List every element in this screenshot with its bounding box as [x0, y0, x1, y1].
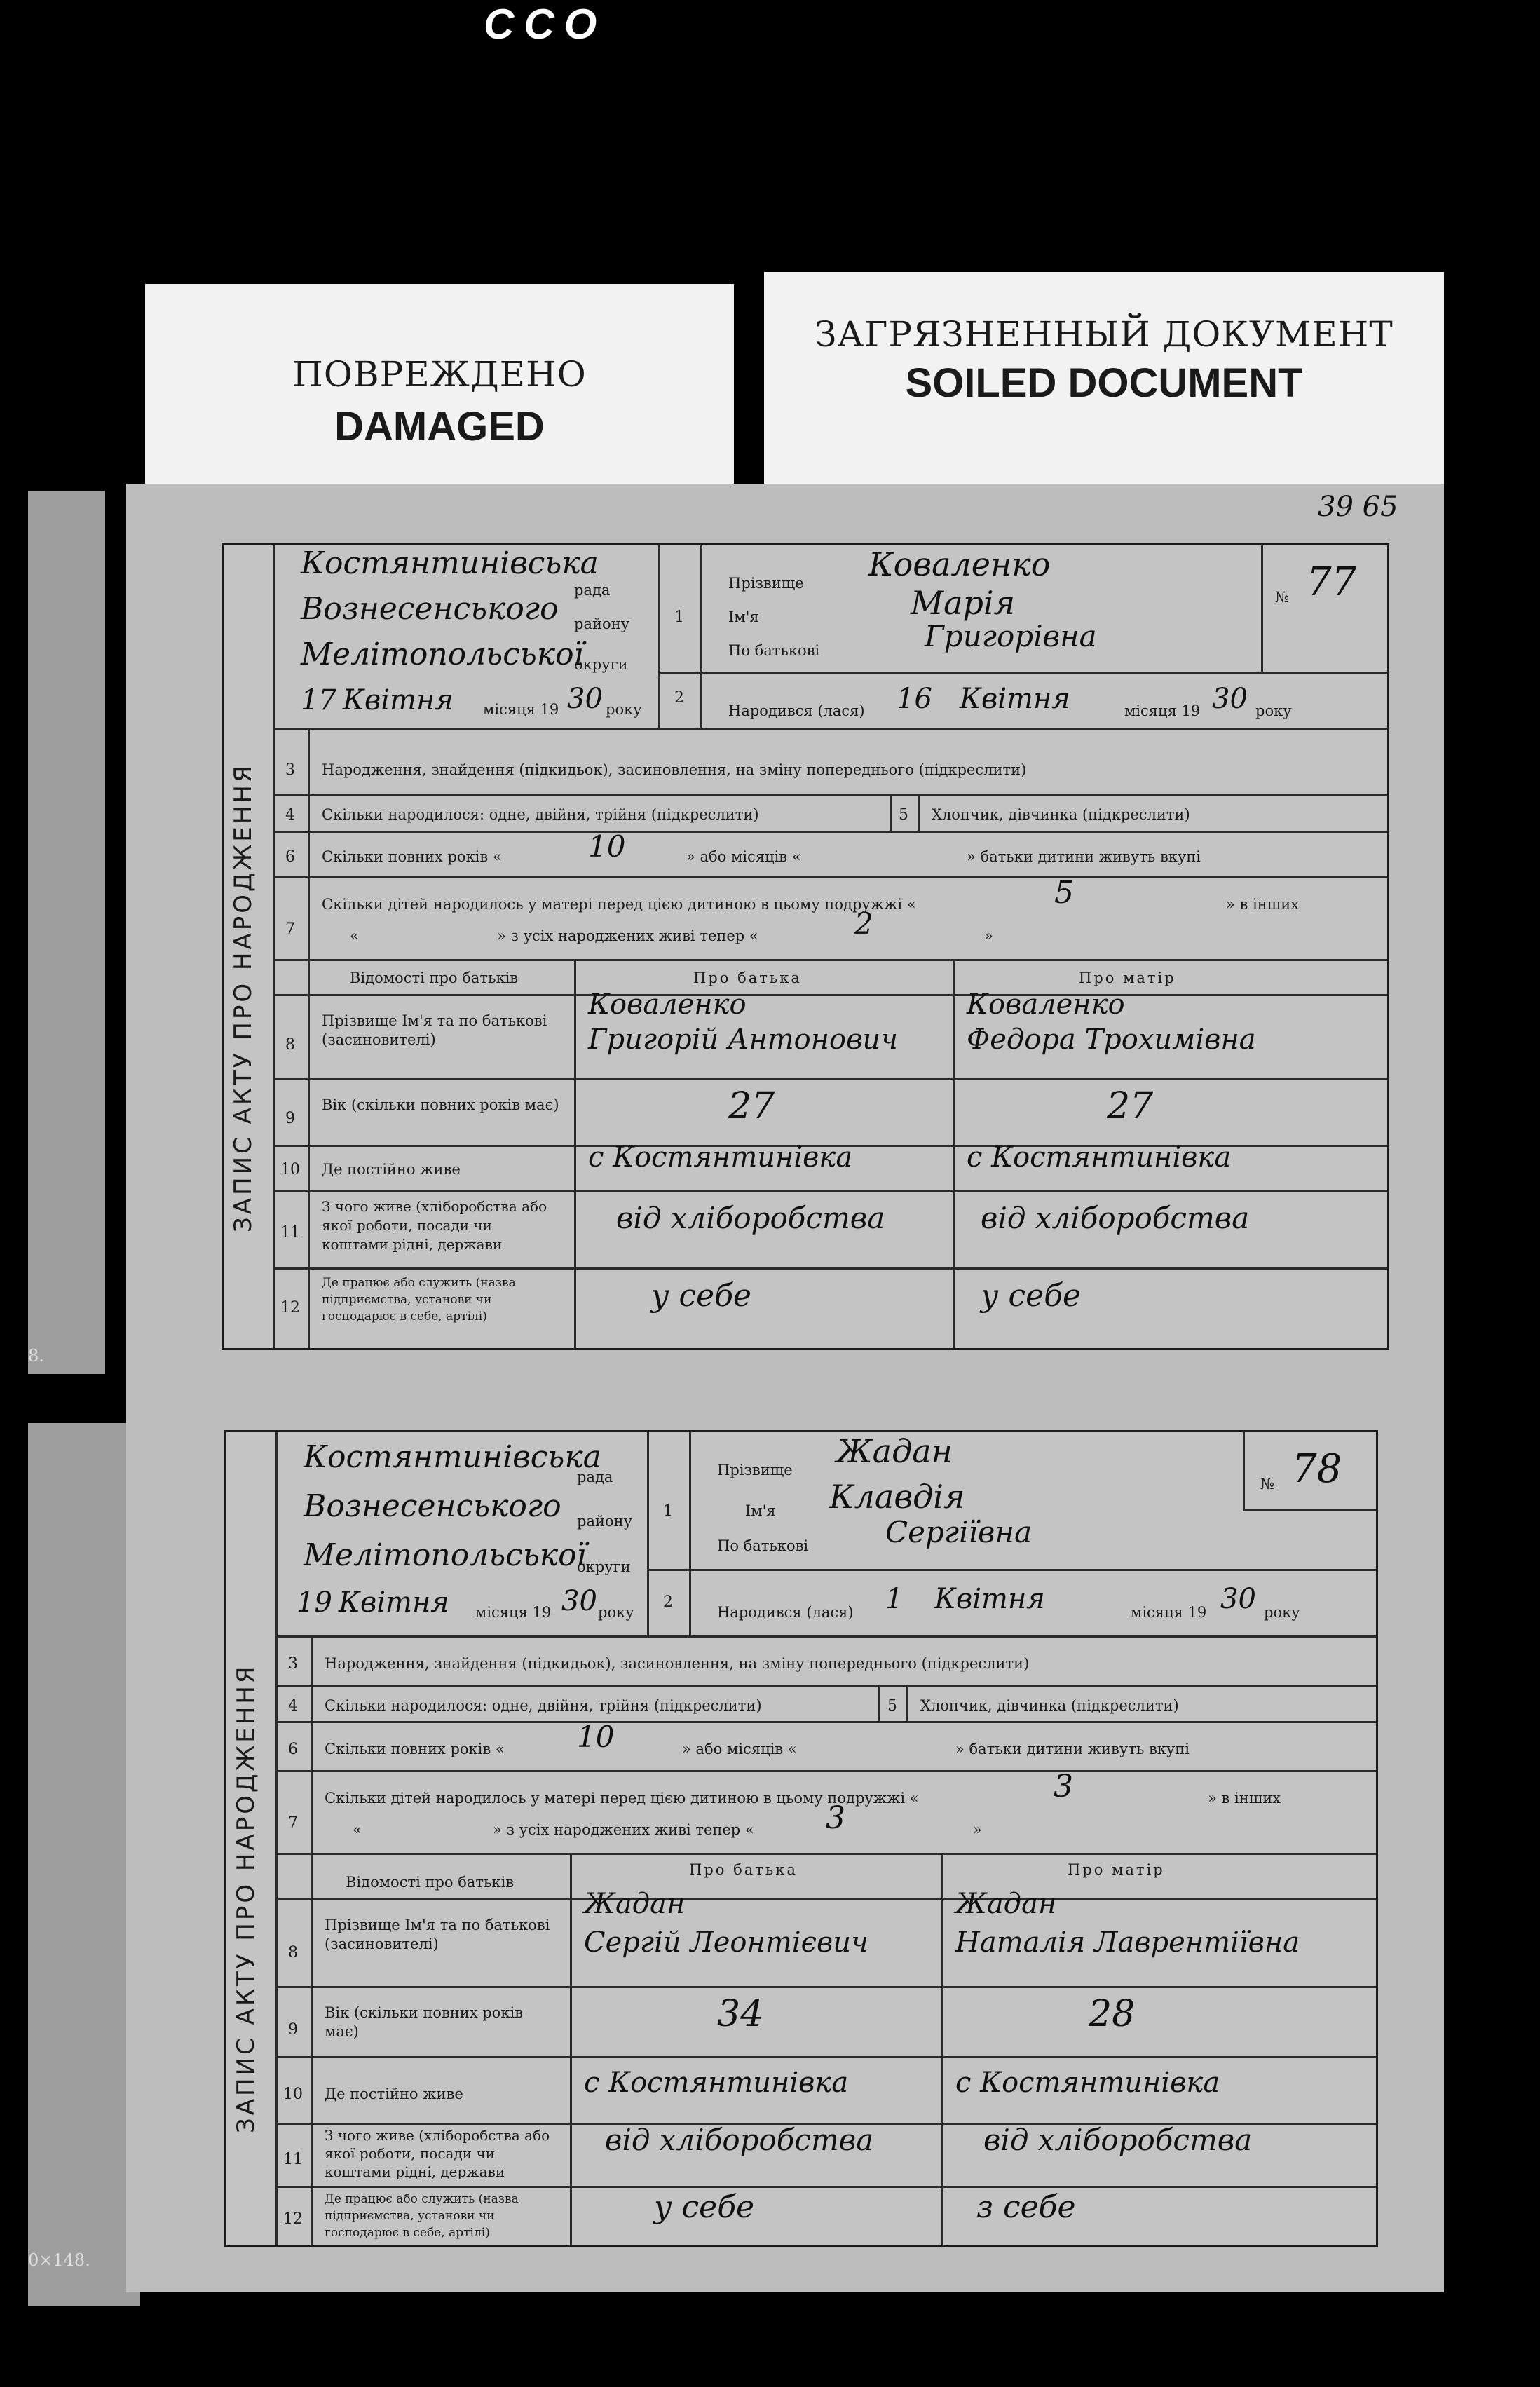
mother-surname: Коваленко: [967, 988, 1125, 1021]
mother-surname: Жадан: [955, 1888, 1057, 1920]
record-number: 77: [1307, 559, 1357, 605]
father-residence: с Костянтинівка: [588, 1141, 853, 1174]
born-year: 30: [1212, 683, 1248, 715]
soiled-label-en: SOILED DOCUMENT: [905, 360, 1303, 406]
row11-label: З чого живе (хліборобства або якої роботи, посади чи коштами рідні, держави: [325, 2127, 550, 2180]
record-side-title: ЗАПИС АКТУ ПРО НАРОДЖЕННЯ: [232, 1664, 260, 2133]
adjacent-page-strip: [28, 491, 105, 1374]
name-label: Ім'я: [728, 608, 759, 625]
record-side-title: ЗАПИС АКТУ ПРО НАРОДЖЕННЯ: [229, 763, 257, 1232]
reg-year: 30: [567, 683, 603, 715]
row6-text-a: Скільки повних років «: [322, 848, 502, 865]
council-suffix: рада: [574, 582, 611, 599]
row11-label: З чого живе (хліборобства або якої роботи, посади чи коштами рідні, держави: [322, 1198, 547, 1253]
row9-label: Вік (скільки повних років має): [322, 1096, 559, 1113]
father-header: Про батька: [693, 970, 802, 986]
name-value: Клавдія: [829, 1478, 965, 1516]
row3-text: Народження, знайдення (підкидьок), засиновлення, на зміну попереднього (підкреслити): [325, 1655, 1030, 1672]
father-age: 34: [717, 1993, 764, 2035]
number-label: №: [1260, 1476, 1274, 1492]
number-label: №: [1275, 589, 1289, 606]
council-suffix: рада: [577, 1469, 613, 1485]
row7-text-a: Скільки дітей народилось у матері перед цією дитиною в цьому подружжі «: [322, 896, 916, 913]
row4-text: Скільки народилося: одне, двійня, трійня (підкреслити): [325, 1697, 762, 1714]
council-value: Костянтинівська: [304, 1439, 601, 1475]
soiled-label-ru: ЗАГРЯЗНЕННЫЙ ДОКУМЕНТ: [815, 314, 1394, 355]
father-surname: Коваленко: [588, 988, 747, 1021]
row7-text-b: » в інших: [1226, 896, 1300, 913]
reg-month-word: місяця 19: [483, 701, 559, 718]
reg-day: 17: [301, 684, 336, 716]
record-number: 78: [1292, 1446, 1342, 1492]
row6-years: 10: [577, 1720, 615, 1754]
father-income: від хліборобства: [616, 1201, 885, 1235]
row7-count: 5: [1054, 875, 1074, 911]
margin-mark: 8.: [28, 1346, 44, 1366]
row5-text: Хлопчик, дівчинка (підкреслити): [932, 806, 1190, 823]
district-value: Вознесенського: [304, 1488, 561, 1524]
row4-text: Скільки народилося: одне, двійня, трійня (підкреслити): [322, 806, 759, 823]
okrug-value: Мелітопольської: [301, 637, 584, 672]
born-month-word: місяця 19: [1124, 702, 1201, 719]
surname-value: Жадан: [836, 1432, 953, 1470]
name-label: Ім'я: [745, 1502, 776, 1519]
mother-work: у себе: [981, 1278, 1082, 1314]
reg-year: 30: [561, 1585, 597, 1617]
row7-text-a: Скільки дітей народилось у матері перед цією дитиною в цьому подружжі «: [325, 1790, 919, 1807]
row7-text-d: » з усіх народжених живі тепер «: [493, 1821, 754, 1838]
born-day: 16: [897, 683, 932, 715]
okrug-value: Мелітопольської: [304, 1537, 587, 1573]
father-work: у себе: [654, 2189, 755, 2225]
mother-income: від хліборобства: [981, 1201, 1250, 1235]
district-value: Вознесенського: [301, 591, 559, 627]
born-month: Квітня: [960, 683, 1070, 715]
row6-text-c: » батьки дитини живуть вкупі: [955, 1741, 1190, 1757]
row7-count: 3: [1054, 1769, 1073, 1804]
row6-text-c: » батьки дитини живуть вкупі: [967, 848, 1201, 865]
mother-name: Федора Трохимівна: [967, 1024, 1256, 1056]
row7-text-e: »: [984, 927, 993, 944]
parents-header: Відомості про батьків: [346, 1874, 515, 1891]
row6-text-a: Скільки повних років «: [325, 1741, 505, 1757]
reg-month-word: місяця 19: [475, 1604, 552, 1621]
mother-residence: с Костянтинівка: [955, 2067, 1220, 2099]
row6-text-b: » або місяців «: [682, 1741, 797, 1757]
birth-record-card: ЗАПИС АКТУ ПРО НАРОДЖЕННЯ 1 2 Костянтинівська рада Вознесенського району Мелітопольської округи 17 Квітня місяця 19 30 року Прізвище Коваленко Ім'я Марія По батькові Григорівна № 77 Народився (лася) 16 Квітня місяця 19 30 року 3 Народження, знайдення (підкидьок), засиновлення, на зміну попереднього (підкреслити) 4 Скільки народилося: одне, двійня, трійня (підкреслити) 5 Хлопчик, дівчинка (підкреслити) 6 Скільки повних років « 10 » або місяців « » батьки дитини живуть вкупі 7 Скільки дітей народилось у матері перед цією дитиною в цьому подружжі « 5 » в інших « » з усіх народжених живі тепер « 2 » Відомості про батьків Про батька Про матір 8 Прізвище Ім'я та по батькові (засиновителі) Коваленко Григорій Антонович Коваленко Федора Трохимівна 9 Вік (скільки повних років має) 27 27 10 Де постійно живе с Костянтинівка с Костянтинівка 11 З чого живе (хліборобства або якої роботи, посади чи коштами рідні, держави від хліборобства від хліборобства 12 Де працює або служить (назва підприємства, установи чи господарює в себе, артілі) у себе у себе: [222, 543, 1389, 1350]
patronymic-value: Григорівна: [925, 619, 1097, 653]
row12-label: Де працює або служить (назва підприємства, установи чи господарює в себе, артілі): [325, 2192, 519, 2240]
mother-age: 27: [1107, 1085, 1154, 1127]
row12-label: Де працює або служить (назва підприємства, установи чи господарює в себе, артілі): [322, 1276, 516, 1324]
damaged-label: [145, 284, 734, 494]
district-suffix: району: [577, 1513, 632, 1530]
mother-residence: с Костянтинівка: [967, 1141, 1232, 1174]
reg-day: 19: [297, 1586, 332, 1619]
born-day: 1: [885, 1583, 904, 1615]
row8-label: Прізвище Ім'я та по батькові (засиновителі): [325, 1917, 550, 1952]
father-surname: Жадан: [584, 1888, 686, 1920]
margin-mark: 0×148.: [28, 2250, 90, 2270]
born-month-word: місяця 19: [1131, 1604, 1207, 1621]
damaged-label-en: DAMAGED: [334, 404, 545, 449]
born-month: Квітня: [934, 1583, 1045, 1615]
mother-name: Наталія Лаврентіївна: [955, 1926, 1300, 1959]
mother-header: Про матір: [1079, 970, 1176, 986]
mother-header: Про матір: [1068, 1861, 1165, 1878]
mother-income: від хліборобства: [983, 2123, 1253, 2157]
father-income: від хліборобства: [605, 2123, 874, 2157]
row7-text-b: » в інших: [1208, 1790, 1281, 1807]
mother-age: 28: [1089, 1993, 1136, 2035]
reg-month: Квітня: [339, 1586, 449, 1619]
name-value: Марія: [911, 584, 1016, 622]
reg-year-word: року: [598, 1604, 634, 1621]
patronymic-label: По батькові: [717, 1537, 809, 1554]
council-value: Костянтинівська: [301, 545, 599, 581]
okrug-suffix: округи: [574, 656, 628, 673]
okrug-suffix: округи: [577, 1558, 631, 1575]
row6-years: 10: [588, 829, 626, 864]
district-suffix: району: [574, 616, 629, 632]
patronymic-label: По батькові: [728, 642, 820, 659]
row7-text-e: »: [973, 1821, 982, 1838]
father-name: Сергій Леонтієвич: [584, 1926, 868, 1959]
father-age: 27: [728, 1085, 775, 1127]
row7-alive: 2: [854, 906, 873, 941]
father-residence: с Костянтинівка: [584, 2067, 849, 2099]
row7-text-d: » з усіх народжених живі тепер «: [497, 927, 758, 944]
row7-text-c: «: [350, 927, 359, 944]
reg-month: Квітня: [343, 684, 454, 716]
row7-alive: 3: [826, 1800, 845, 1836]
row10-label: Де постійно живе: [325, 2086, 463, 2102]
row3-text: Народження, знайдення (підкидьок), засиновлення, на зміну попереднього (підкреслити): [322, 761, 1027, 778]
born-year-word: року: [1264, 1604, 1300, 1621]
surname-label: Прізвище: [728, 575, 804, 592]
father-header: Про батька: [689, 1861, 798, 1878]
row9-label: Вік (скільки повних років має): [325, 2004, 524, 2040]
born-label: Народився (лася): [728, 702, 865, 719]
damaged-label-ru: ПОВРЕЖДЕНО: [292, 354, 587, 395]
father-work: у себе: [651, 1278, 752, 1314]
birth-record-card: ЗАПИС АКТУ ПРО НАРОДЖЕННЯ 1 2 Костянтинівська рада Вознесенського району Мелітопольської округи 19 Квітня місяця 19 30 року Прізвище Жадан Ім'я Клавдія По батькові Сергіївна № 78 Народився (лася) 1 Квітня місяця 19 30 року 3 Народження, знайдення (підкидьок), засиновлення, на зміну попереднього (підкреслити) 4 Скільки народилося: одне, двійня, трійня (підкреслити) 5 Хлопчик, дівчинка (підкреслити) 6 Скільки повних років « 10 » або місяців « » батьки дитини живуть вкупі 7 Скільки дітей народилось у матері перед цією дитиною в цьому подружжі « 3 » в інших « » з усіх народжених живі тепер « 3 » Відомості про батьків Про батька Про матір 8 Прізвище Ім'я та по батькові (засиновителі) Жадан Сергій Леонтієвич Жадан Наталія Лаврентіївна 9 Вік (скільки повних років має) 34 28 10 Де постійно живе с Костянтинівка с Костянтинівка 11 З чого живе (хліборобства або якої роботи, посади чи коштами рідні, держави від хліборобства від хліборобства 12 Де працює або служить (назва підприємства, установи чи господарює в себе, артілі) у себе з себе: [224, 1430, 1378, 2247]
born-year: 30: [1220, 1583, 1256, 1615]
mother-work: з себе: [976, 2189, 1076, 2225]
parents-header: Відомості про батьків: [350, 970, 519, 986]
reg-year-word: року: [606, 701, 642, 718]
watermark: CCO: [484, 1, 607, 48]
adjacent-page-strip: [28, 1423, 140, 2306]
surname-value: Коваленко: [868, 545, 1051, 583]
surname-label: Прізвище: [717, 1462, 793, 1478]
patronymic-value: Сергіївна: [885, 1515, 1033, 1549]
row7-text-c: «: [353, 1821, 362, 1838]
row6-text-b: » або місяців «: [686, 848, 801, 865]
soiled-label: [764, 272, 1444, 496]
father-name: Григорій Антонович: [588, 1024, 899, 1056]
row5-text: Хлопчик, дівчинка (підкреслити): [920, 1697, 1179, 1714]
born-year-word: року: [1255, 702, 1292, 719]
sheet-number: 39 65: [1318, 491, 1398, 523]
row10-label: Де постійно живе: [322, 1161, 461, 1178]
row8-label: Прізвище Ім'я та по батькові (засиновителі): [322, 1012, 547, 1048]
born-label: Народився (лася): [717, 1604, 854, 1621]
